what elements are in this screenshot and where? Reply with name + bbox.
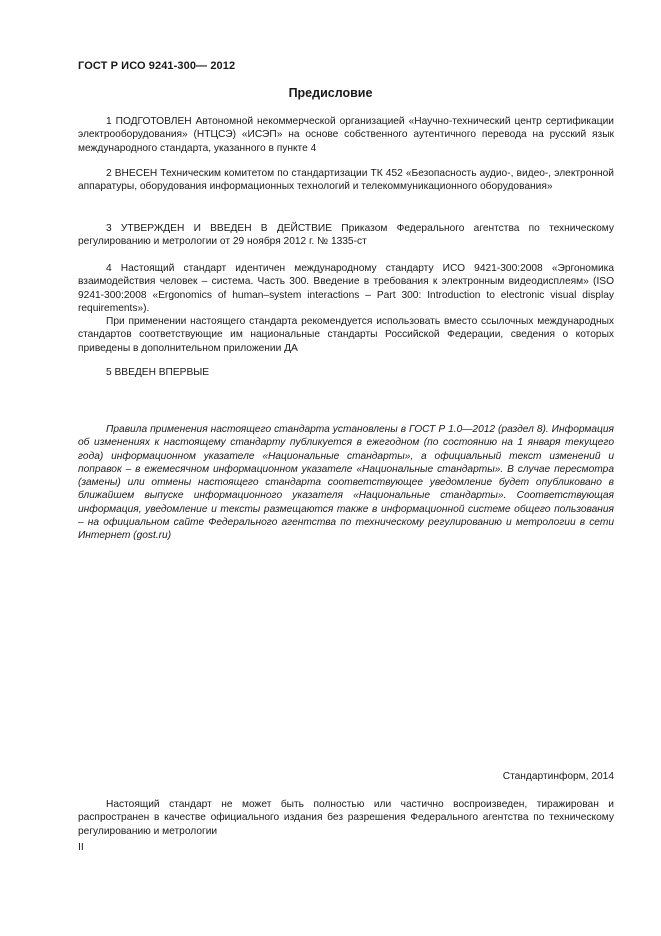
preface-item-3: 3 УТВЕРЖДЕН И ВВЕДЕН В ДЕЙСТВИЕ Приказом Федерального агентства по техническому регулированию и метрологии от 29 ноября 2012 г. № 1335-ст [78,223,614,248]
publisher-line: Стандартинформ, 2014 [502,771,614,782]
preface-item-4: 4 Настоящий стандарт идентичен международному стандарту ИСО 9421-300:2008 «Эргономика взаимодействия человек – система. Часть 300. Введение в требования к электронным видеодисплеям» (ISO 9241-300:2008 «Ergonomics of human–system interactions – Part 300: Introduction to electronic visual display requirements»). [78,263,614,314]
preface-item-5: 5 ВВЕДЕН ВПЕРВЫЕ [106,367,210,378]
preface-item-4-note: При применении настоящего стандарта рекомендуется использовать вместо ссылочных международных стандартов соответствующие им национальные стандарты Российской Федерации, сведения о которых приведены в дополнительном приложении ДА [78,316,614,354]
rules-notice: Правила применения настоящего стандарта установлены в ГОСТ Р 1.0—2012 (раздел 8). Информация об изменениях к настоящему стандарту публикуется в ежегодном (по состоянию на 1 января текущего года) информационном указателе «Национальные стандарты», а официальный текст изменений и поправок – в ежемесячном информационном указателе «Национальные стандарты». В случае пересмотра (замены) или отмены настоящего стандарта соответствующее уведомление будет опубликовано в ближайшем выпуске информационного указателя «Национальные стандарты». Соответствующая информация, уведомление и тексты размещаются также в информационной системе общего пользования – на официальном сайте Федерального агентства по техническому регулированию и метрологии в сети Интернет (gost.ru) [78,424,614,542]
preface-item-2: 2 ВНЕСЕН Техническим комитетом по стандартизации ТК 452 «Безопасность аудио-, видео-, электронной аппаратуры, оборудования информационных технологий и телекоммуникационного оборудования» [78,168,614,193]
page-title: Предисловие [288,86,373,100]
preface-item-1: 1 ПОДГОТОВЛЕН Автономной некоммерческой организацией «Научно-технический центр сертификации электрооборудования» (НТЦСЭ) «ИСЭП» на основе собственного аутентичного перевода на русский язык международного стандарта, указанного в пункте 4 [78,116,614,154]
copyright-notice: Настоящий стандарт не может быть полностью или частично воспроизведен, тиражирован и распространен в качестве официального издания без разрешения Федерального агентства по техническому регулированию и метрологии [78,799,614,837]
standard-code-header: ГОСТ Р ИСО 9241-300— 2012 [78,60,236,72]
page-number: II [78,841,84,853]
